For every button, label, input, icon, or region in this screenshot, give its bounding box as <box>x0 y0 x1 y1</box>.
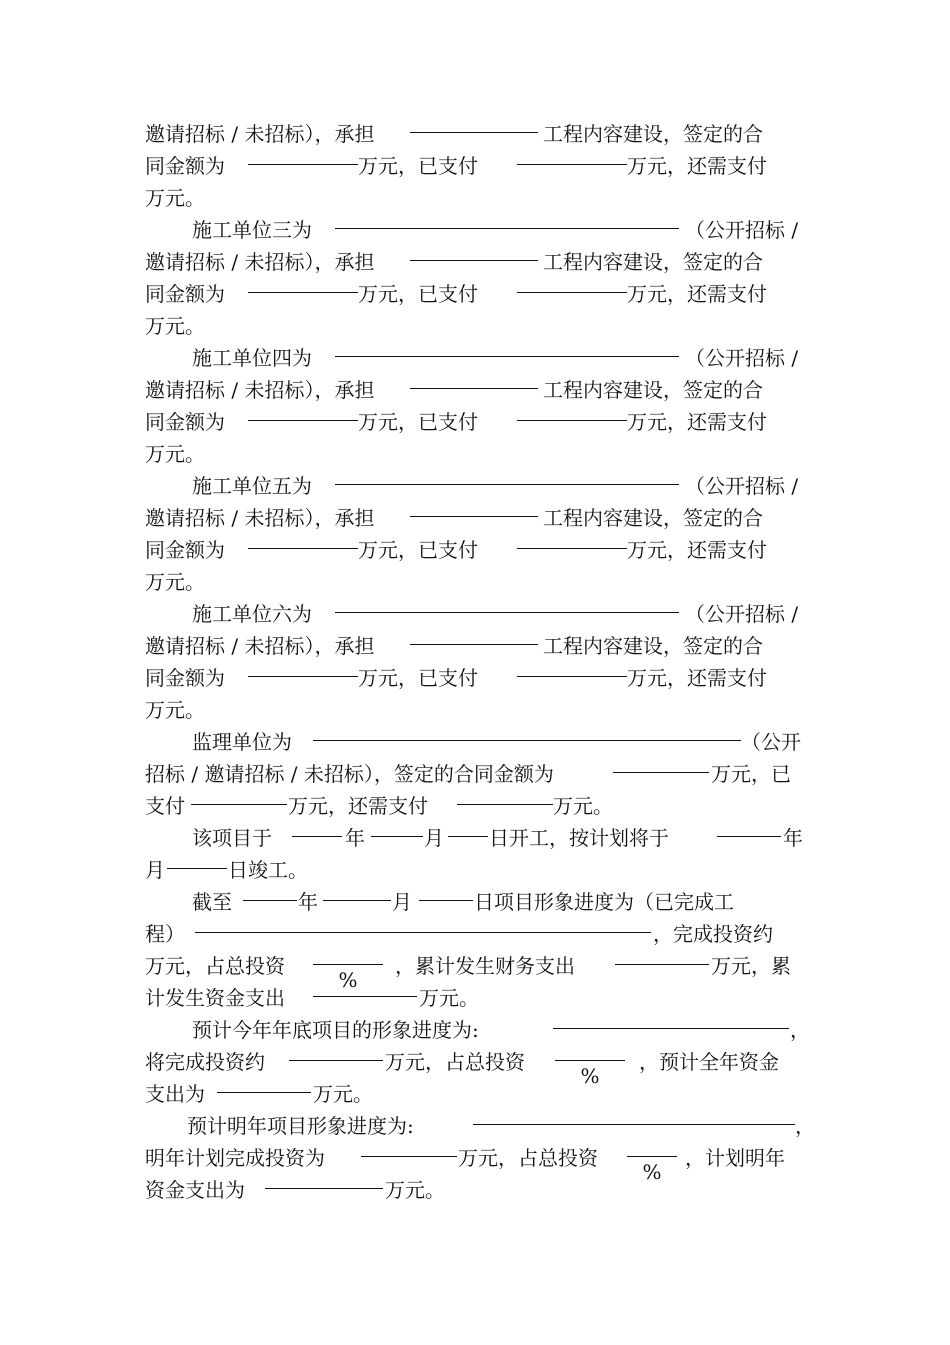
text: 工程内容建设，签定的合 <box>543 378 763 402</box>
percent-field[interactable] <box>555 1060 625 1088</box>
blank-field[interactable] <box>517 676 627 677</box>
blank-field[interactable] <box>517 548 627 549</box>
text: 计发生资金支出 <box>145 986 285 1010</box>
percent-sign: % <box>580 1064 600 1088</box>
percent-field[interactable] <box>313 964 383 992</box>
text: 万元，已支付 <box>358 666 478 690</box>
text: 该项目于 <box>192 826 272 850</box>
text: 工程内容建设，签定的合 <box>543 250 763 274</box>
blank-field[interactable] <box>517 292 627 293</box>
text: 施工单位三为 <box>192 218 312 242</box>
percent-sign: % <box>338 968 358 992</box>
text: 施工单位六为 <box>192 602 312 626</box>
blank-field[interactable] <box>410 388 538 389</box>
blank-field[interactable] <box>248 676 358 677</box>
text: ，计划明年 <box>685 1146 785 1170</box>
blank-field[interactable] <box>323 900 391 901</box>
text: 同金额为 <box>145 410 225 434</box>
blank-field[interactable] <box>335 612 679 613</box>
text: 万元，占总投资 <box>458 1146 598 1170</box>
text: 万元，占总投资 <box>385 1050 525 1074</box>
blank-field[interactable] <box>410 644 538 645</box>
blank-field[interactable] <box>517 164 627 165</box>
text: 万元。 <box>145 442 205 466</box>
text: 月 <box>392 890 412 914</box>
text: 万元，已支付 <box>358 154 478 178</box>
text: 预计明年项目形象进度为: <box>187 1114 414 1138</box>
text: 同金额为 <box>145 666 225 690</box>
blank-field[interactable] <box>335 228 679 229</box>
text: 工程内容建设，签定的合 <box>543 506 763 530</box>
text: （公开招标 / <box>685 346 799 370</box>
blank-field[interactable] <box>313 996 417 997</box>
text: 同金额为 <box>145 154 225 178</box>
blank-field[interactable] <box>361 1156 457 1157</box>
text: （公开招标 / <box>685 474 799 498</box>
blank-field[interactable] <box>167 868 227 869</box>
text: 万元。 <box>145 698 205 722</box>
blank-field[interactable] <box>613 772 709 773</box>
text: 万元，占总投资 <box>145 954 285 978</box>
text: 截至 <box>192 890 232 914</box>
text: 支付 <box>145 794 185 818</box>
blank-field[interactable] <box>553 1028 789 1029</box>
text: 万元。 <box>145 314 205 338</box>
blank-field[interactable] <box>410 132 538 133</box>
text: ，累计发生财务支出 <box>395 954 575 978</box>
text: 资金支出为 <box>145 1178 245 1202</box>
blank-field[interactable] <box>313 740 741 741</box>
text: 万元，已支付 <box>358 410 478 434</box>
blank-field[interactable] <box>419 900 473 901</box>
text: 年 <box>298 890 318 914</box>
text: 年 <box>783 826 803 850</box>
blank-field[interactable] <box>410 260 538 261</box>
text: 万元，还需支付 <box>627 154 767 178</box>
text: 万元，还需支付 <box>288 794 428 818</box>
blank-field[interactable] <box>217 1092 311 1093</box>
blank-field[interactable] <box>517 420 627 421</box>
text: 施工单位四为 <box>192 346 312 370</box>
text: 万元。 <box>313 1082 373 1106</box>
text: 邀请招标 / 未招标），承担 <box>145 378 375 402</box>
blank-field[interactable] <box>248 548 358 549</box>
blank-field[interactable] <box>473 1124 795 1125</box>
text: 万元，还需支付 <box>627 538 767 562</box>
text: 同金额为 <box>145 538 225 562</box>
blank-field[interactable] <box>243 900 297 901</box>
text: 支出为 <box>145 1082 205 1106</box>
percent-sign: % <box>642 1160 662 1184</box>
text: 邀请招标 / 未招标），承担 <box>145 634 375 658</box>
blank-field[interactable] <box>335 484 679 485</box>
blank-field[interactable] <box>448 836 488 837</box>
text: 日竣工。 <box>228 858 308 882</box>
text: 将完成投资约 <box>145 1050 265 1074</box>
text: 万元，已支付 <box>358 538 478 562</box>
text: （公开 <box>741 730 801 754</box>
text: 招标 / 邀请招标 / 未招标），签定的合同金额为 <box>145 762 554 786</box>
blank-field[interactable] <box>191 804 287 805</box>
blank-field[interactable] <box>248 164 358 165</box>
text: 万元。 <box>553 794 613 818</box>
text: （公开招标 / <box>685 602 799 626</box>
blank-field[interactable] <box>717 836 781 837</box>
text: 月 <box>424 826 444 850</box>
blank-field[interactable] <box>371 836 423 837</box>
text: 日开工，按计划将于 <box>489 826 669 850</box>
blank-field[interactable] <box>457 804 553 805</box>
text: 年 <box>345 826 365 850</box>
text: 明年计划完成投资为 <box>145 1146 325 1170</box>
text: ， <box>790 1018 810 1042</box>
text: 月 <box>145 858 165 882</box>
blank-field[interactable] <box>248 420 358 421</box>
blank-field[interactable] <box>410 516 538 517</box>
text: 万元，还需支付 <box>627 666 767 690</box>
percent-field[interactable] <box>627 1156 677 1184</box>
text: 万元。 <box>385 1178 445 1202</box>
text: ，完成投资约 <box>653 922 773 946</box>
text: 邀请招标 / 未招标），承担 <box>145 122 375 146</box>
blank-field[interactable] <box>335 356 679 357</box>
text: 邀请招标 / 未招标），承担 <box>145 506 375 530</box>
text: 万元，已支付 <box>358 282 478 306</box>
text: 程） <box>145 922 185 946</box>
text: 施工单位五为 <box>192 474 312 498</box>
text: 万元，已 <box>711 762 791 786</box>
text: 万元，累 <box>711 954 791 978</box>
blank-field[interactable] <box>615 964 709 965</box>
text: ，预计全年资金 <box>639 1050 779 1074</box>
text: 同金额为 <box>145 282 225 306</box>
text: 工程内容建设，签定的合 <box>543 122 763 146</box>
blank-field[interactable] <box>265 1188 383 1189</box>
text: 日项目形象进度为（已完成工 <box>474 890 734 914</box>
text: 万元。 <box>145 570 205 594</box>
text: （公开招标 / <box>685 218 799 242</box>
text: 邀请招标 / 未招标），承担 <box>145 250 375 274</box>
text: ， <box>795 1114 815 1138</box>
text: 万元，还需支付 <box>627 282 767 306</box>
text: 万元，还需支付 <box>627 410 767 434</box>
blank-field[interactable] <box>289 1060 383 1061</box>
blank-field[interactable] <box>292 836 342 837</box>
text: 万元。 <box>145 186 205 210</box>
text: 万元。 <box>419 986 479 1010</box>
blank-field[interactable] <box>248 292 358 293</box>
text: 监理单位为 <box>192 730 292 754</box>
text: 工程内容建设，签定的合 <box>543 634 763 658</box>
text: 预计今年年底项目的形象进度为: <box>192 1018 479 1042</box>
blank-field[interactable] <box>195 932 651 933</box>
